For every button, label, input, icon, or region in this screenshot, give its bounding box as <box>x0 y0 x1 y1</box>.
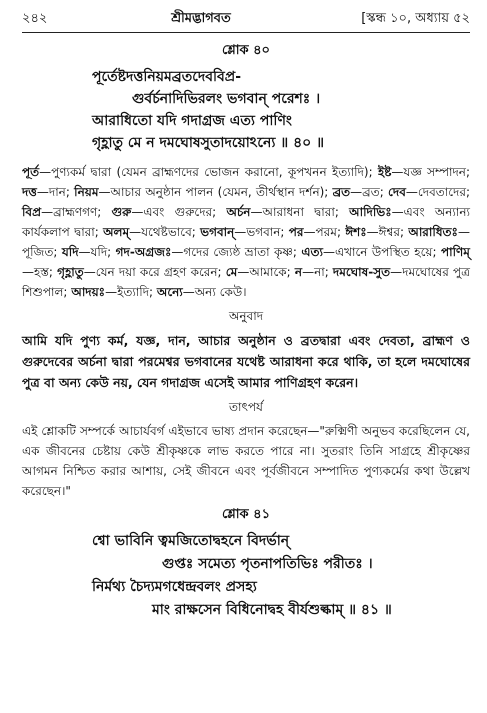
verse-line: গৃহ্ণাতু মে ন দমঘোষসুতাদয়োঽন্যে ॥ ৪০ ॥ <box>92 135 325 151</box>
running-header <box>22 10 470 28</box>
book-title: শ্রীমদ্ভাগবত <box>171 10 231 26</box>
synonym-entry: গুরু—এবং গুরুদের; <box>111 205 217 219</box>
synonym-term: ভগবান্ <box>200 225 235 239</box>
verse-41-text <box>22 530 470 622</box>
synonym-term: গদ-অগ্রজঃ <box>115 245 172 259</box>
synonym-term: যদি <box>61 245 79 259</box>
synonym-meaning: না; <box>314 265 329 279</box>
synonym-term: ন <box>294 265 303 279</box>
synonym-term: পর <box>288 225 304 239</box>
verse-line: আরাধিতো যদি গদাগ্রজ এত্য পাণিং <box>92 113 292 129</box>
word-for-word-synonyms <box>22 162 470 302</box>
verse-41-label: শ্লোক ৪১ <box>221 507 271 522</box>
synonym-term: ঈশঃ <box>345 225 367 239</box>
synonym-meaning: হস্ত; <box>34 265 53 279</box>
synonym-entry: পাণিম্—হস্ত; <box>22 245 470 279</box>
synonym-entry: ব্রত—ব্রত; <box>332 185 384 199</box>
synonym-meaning: ইত্যাদি; <box>117 285 154 299</box>
synonym-entry: ভগবান্—ভগবান; <box>200 225 285 239</box>
synonym-term: দত্ত <box>22 185 37 199</box>
synonym-entry: অন্যে—অন্য কেউ। <box>156 285 247 299</box>
verse-40-text <box>22 66 470 154</box>
synonym-meaning: আচার অনুষ্ঠান পালন (যেমন, তীর্থস্থান দর্শন); <box>110 185 329 199</box>
translation-text: আমি যদি পুণ্য কর্ম, যজ্ঞ, দান, আচার অনুষ্ঠান ও ব্রতদ্বারা এবং দেবতা, ব্রাহ্মণ ও গুরুদেবের অর্চনা দ্বারা পরমেশ্বর ভগবানের যথেষ্ট আরাধনা করে থাকি, তা হলে দমঘোষের পুত্র বা অন্য কেউ নয়, যেন গদাগ্রজ এসেই আমার পাণিগ্রহণ করেন। <box>22 333 470 390</box>
synonym-entry: দেব—দেবতাদের; <box>388 185 470 199</box>
synonym-entry: পূর্ত—পুণ্যকর্ম দ্বারা (যেমন ব্রাহ্মণদের ভোজন করানো, কূপখনন ইত্যাদি); <box>22 165 373 179</box>
synonym-meaning: আমাকে; <box>249 265 291 279</box>
translation-heading: অনুবাদ <box>228 309 264 323</box>
synonym-term: পাণিম্ <box>440 245 470 259</box>
book-page <box>22 10 470 622</box>
verse-40-label: শ্লোক ৪০ <box>221 43 271 58</box>
synonym-meaning: এবং গুরুদের; <box>143 205 217 219</box>
purport-text: এই শ্লোকটি সম্পর্কে আচার্যবর্গ এইভাবে ভাষ্য প্রদান করেছেন—"রুক্মিণী অনুভব করেছিলেন যে, এক জীবনের চেষ্টায় কেউ শ্রীকৃষ্ণকে লাভ করতে পারে না। সুতরাং তিনি সাগ্রহে শ্রীকৃষ্ণের আগমন নিশ্চিত করার আশায়, সেই জীবনে এবং পূর্বজীবনে সম্পাদিত পুণ্যকর্মের কথা উল্লেখ করেছেন।" <box>22 424 470 498</box>
synonym-meaning: এবং অন্যান্য কার্যকলাপ দ্বারা; <box>22 205 470 239</box>
synonym-term: আদয়ঃ <box>71 285 106 299</box>
synonym-meaning: পূজিত; <box>22 245 58 259</box>
verse-line: গুপ্তঃ সমেত্য পৃতনাপতিভিঃ পরীতঃ । <box>162 556 373 572</box>
synonym-meaning: ভগবান; <box>246 225 285 239</box>
synonym-meaning: ব্রাহ্মণগণ; <box>53 205 102 219</box>
synonym-term: অর্চন <box>226 205 251 219</box>
purport-heading: তাৎপর্য <box>229 400 263 414</box>
synonym-entry: গদ-অগ্রজঃ—গদের জ্যেষ্ঠ ভ্রাতা কৃষ্ণ; <box>115 245 297 259</box>
verse-line: পূর্তেষ্টদত্তনিয়মব্রতদেববিপ্র- <box>92 69 242 85</box>
synonym-entry: বিপ্র—ব্রাহ্মণগণ; <box>22 205 102 219</box>
synonym-meaning: পরম; <box>315 225 341 239</box>
synonym-meaning: দমঘোষের পুত্র শিশুপাল; <box>22 265 470 299</box>
synonym-entry: মে—আমাকে; <box>225 265 291 279</box>
verse-line: নির্মথ্য চৈদ্যমগধেন্দ্রবলং প্রসহ্য <box>92 579 257 595</box>
synonym-entry: আরাধিতঃ—পূজিত; <box>22 225 470 259</box>
synonym-term: এত্য <box>301 245 323 259</box>
synonym-meaning: যজ্ঞ সম্পাদন; <box>403 165 470 179</box>
verse-line: গুর্বর্চনাদিভিরলং ভগবান্ পরেশঃ । <box>132 91 321 107</box>
synonym-meaning: গদের জ্যেষ্ঠ ভ্রাতা কৃষ্ণ; <box>183 245 297 259</box>
synonym-entry: অলম্—যথেষ্টভাবে; <box>103 225 196 239</box>
synonym-term: দমঘোষ-সুত <box>332 265 391 279</box>
synonym-meaning: পুণ্যকর্ম দ্বারা (যেমন ব্রাহ্মণদের ভোজন করানো, কূপখনন ইত্যাদি); <box>51 165 373 179</box>
synonym-entry: ঈশঃ—ঈশ্বর; <box>345 225 404 239</box>
synonym-term: আদিভিঃ <box>349 205 392 219</box>
synonym-term: গুরু <box>111 205 132 219</box>
synonym-meaning: যদি; <box>90 245 112 259</box>
synonym-term: দেব <box>388 185 406 199</box>
synonym-entry: দত্ত—দান; <box>22 185 70 199</box>
verse-line: শ্বো ভাবিনি ত্বমজিতোদ্বহনে বিদর্ভান্ <box>92 533 290 549</box>
synonym-meaning: অন্য কেউ। <box>194 285 247 299</box>
synonym-meaning: দান; <box>48 185 70 199</box>
synonym-term: মে <box>225 265 238 279</box>
synonym-meaning: যেন দয়া করে গ্রহণ করেন; <box>95 265 222 279</box>
synonym-meaning: যথেষ্টভাবে; <box>141 225 196 239</box>
synonym-entry: গৃহ্ণাতু—যেন দয়া করে গ্রহণ করেন; <box>57 265 222 279</box>
page-number: ২৪২ <box>22 10 48 26</box>
synonym-entry: আদিভিঃ—এবং অন্যান্য কার্যকলাপ দ্বারা; <box>22 205 470 239</box>
synonym-meaning: ব্রত; <box>362 185 384 199</box>
synonym-term: অন্যে <box>156 285 183 299</box>
synonym-term: গৃহ্ণাতু <box>57 265 84 279</box>
synonym-entry: ন—না; <box>294 265 329 279</box>
synonym-entry: এত্য—এখানে উপস্থিত হয়ে; <box>301 245 437 259</box>
synonym-entry: যদি—যদি; <box>61 245 112 259</box>
synonym-entry: দমঘোষ-সুত—দমঘোষের পুত্র শিশুপাল; <box>22 265 470 299</box>
synonym-meaning: ঈশ্বর; <box>378 225 404 239</box>
synonym-meaning: দেবতাদের; <box>417 185 470 199</box>
verse-line: মাং রাক্ষসেন বিধিনোদ্বহ বীর্যশুল্কাম্ ॥ ৪১ ॥ <box>152 602 392 618</box>
synonym-meaning: এখানে উপস্থিত হয়ে; <box>334 245 437 259</box>
synonym-term: নিয়ম <box>74 185 99 199</box>
synonym-entry: পর—পরম; <box>288 225 341 239</box>
synonym-entry: আদয়ঃ—ইত্যাদি; <box>71 285 154 299</box>
synonym-term: ইষ্ট <box>377 165 392 179</box>
synonym-meaning: আরাধনা দ্বারা; <box>262 205 339 219</box>
chapter-reference: [স্কন্ধ ১০, অধ্যায় ৫২ <box>361 10 470 26</box>
synonym-term: অলম্ <box>103 225 130 239</box>
synonym-term: ব্রত <box>332 185 351 199</box>
synonym-entry: নিয়ম—আচার অনুষ্ঠান পালন (যেমন, তীর্থস্থান দর্শন); <box>74 185 329 199</box>
header-divider <box>22 32 470 33</box>
synonym-term: পূর্ত <box>22 165 40 179</box>
synonym-term: বিপ্র <box>22 205 42 219</box>
synonym-term: আরাধিতঃ <box>408 225 458 239</box>
synonym-entry: ইষ্ট—যজ্ঞ সম্পাদন; <box>377 165 470 179</box>
synonym-entry: অর্চন—আরাধনা দ্বারা; <box>226 205 339 219</box>
